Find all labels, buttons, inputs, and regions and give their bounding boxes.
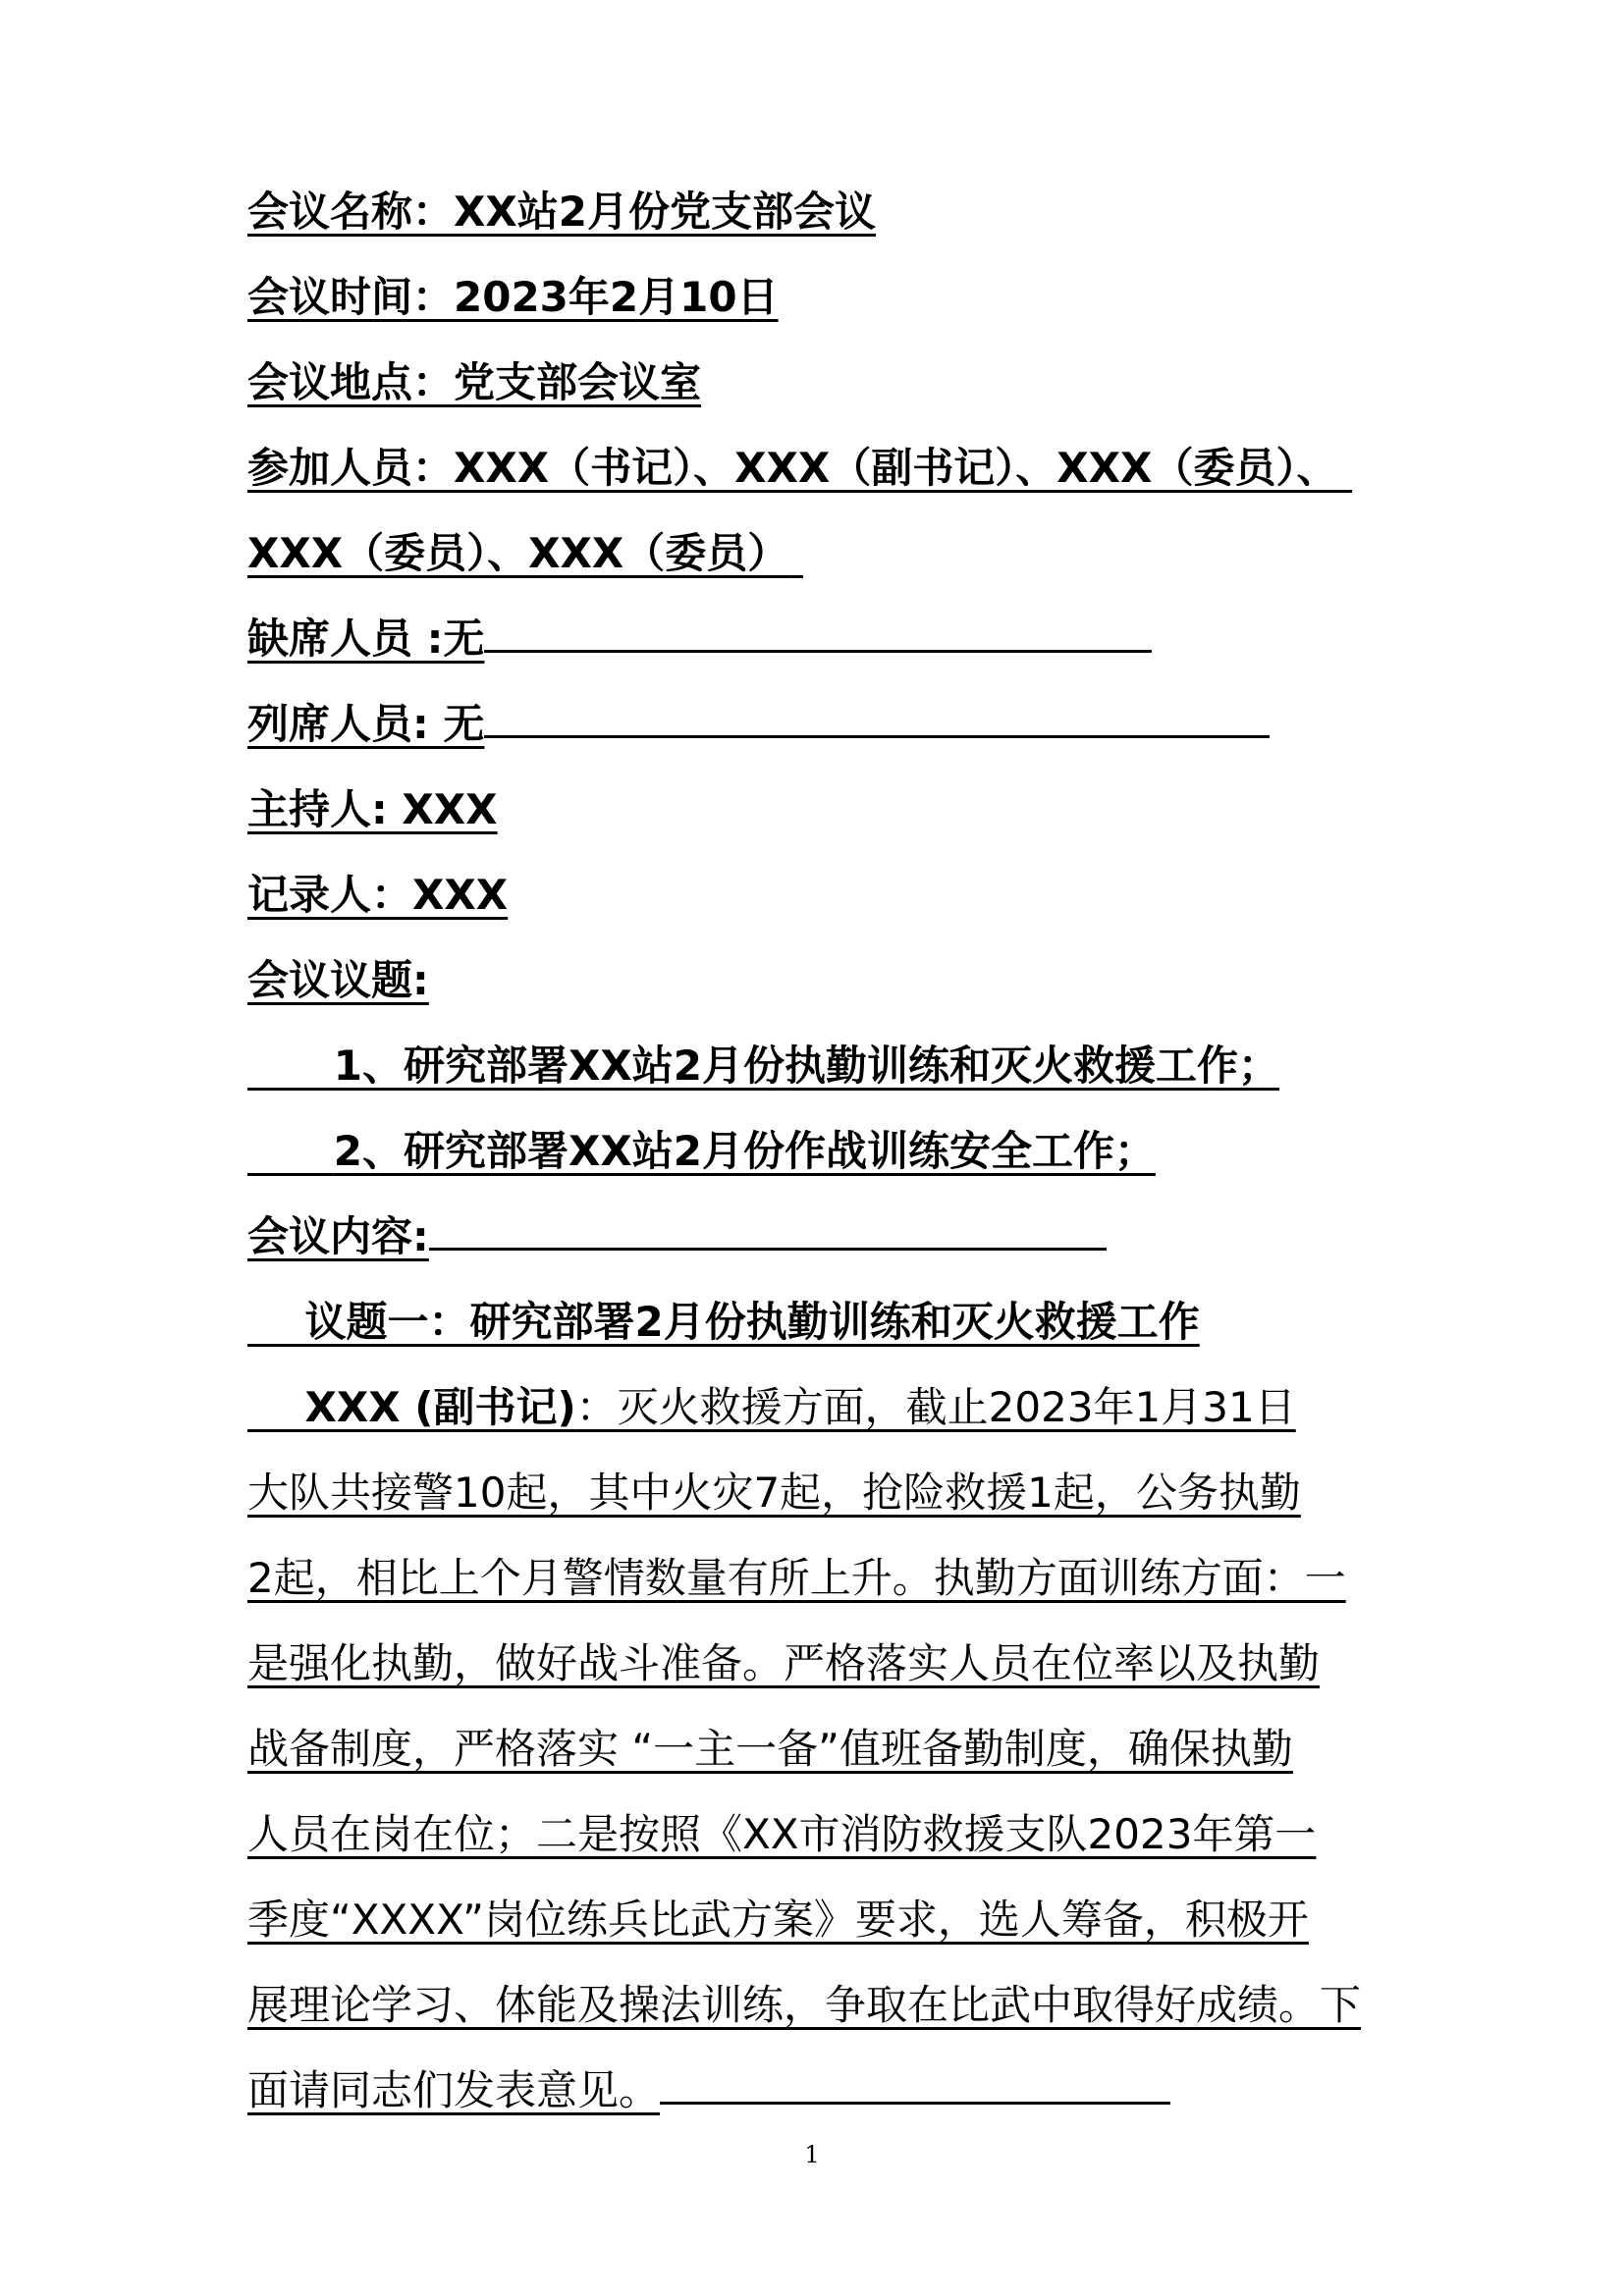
paragraph-text-6: 人员在岗在位；二是按照《XX市消防救援支队2023年第一 <box>247 1810 1317 1858</box>
topic-one-title: 议题一：研究部署2月份执勤训练和灭火救援工作 <box>304 1298 1200 1346</box>
paragraph-line-9 <box>247 2065 1170 2116</box>
paragraph-line-6 <box>247 1809 1316 1860</box>
paragraph-line-7 <box>247 1895 1309 1946</box>
page-number: 1 <box>804 2141 820 2168</box>
host-line <box>247 784 498 835</box>
paragraph-text-2: 大队共接警10起，其中火灾7起，抢险救援1起，公务执勤 <box>247 1468 1301 1517</box>
absent-fill-line <box>484 649 1152 653</box>
topic-one-line <box>247 1297 1200 1348</box>
meeting-time: 会议时间：2023年2月10日 <box>247 273 779 321</box>
paragraph-text-9: 面请同志们发表意见。 <box>247 2066 661 2114</box>
topic-one-indent <box>247 1298 305 1346</box>
attendees-line-1 <box>247 443 1352 494</box>
paragraph-text-3: 2起，相比上个月警情数量有所上升。执勤方面训练方面：一 <box>247 1554 1346 1602</box>
attendees-line-2 <box>247 528 803 579</box>
paragraph-line-5 <box>247 1724 1293 1775</box>
observers-line <box>247 699 1270 750</box>
agenda-item-2-indent <box>247 1127 334 1175</box>
agenda-heading-line <box>247 955 429 1006</box>
paragraph-text-1: ：灭火救援方面，截止2023年1月31日 <box>575 1383 1296 1431</box>
absent-members: 缺席人员 :无 <box>247 614 485 663</box>
content-heading-line <box>247 1211 1107 1262</box>
paragraph-line-8 <box>247 1980 1361 2031</box>
attendees-trailing-space <box>1337 444 1352 492</box>
paragraph-text-7: 季度“XXXX”岗位练兵比武方案》要求，选人筹备，积极开 <box>247 1896 1309 1944</box>
paragraph-text-4: 是强化执勤，做好战斗准备。严格落实人员在位率以及执勤 <box>247 1639 1321 1687</box>
paragraph-line-4 <box>247 1638 1320 1689</box>
agenda-item-2: 2、研究部署XX站2月份作战训练安全工作； <box>333 1127 1156 1175</box>
meeting-name-line <box>247 187 876 238</box>
observers: 列席人员: 无 <box>247 700 485 748</box>
attendees-second: XXX（委员）、XXX（委员） <box>247 529 789 577</box>
paragraph-line-1 <box>247 1382 1296 1433</box>
paragraph-line-3 <box>247 1553 1346 1604</box>
recorder: 记录人：XXX <box>247 871 509 919</box>
recorder-line <box>247 870 508 921</box>
speaker-indent <box>247 1383 305 1431</box>
content-heading-fill-line <box>429 1247 1107 1251</box>
paragraph-end-fill-line <box>660 2101 1170 2105</box>
meeting-place: 会议地点：党支部会议室 <box>247 358 702 406</box>
attendees-first: 参加人员：XXX（书记）、XXX（副书记）、XXX（委员）、 <box>247 444 1338 492</box>
meeting-time-line <box>247 272 779 323</box>
speaker-name: XXX (副书记) <box>304 1383 576 1431</box>
paragraph-text-5: 战备制度，严格落实 “一主一备”值班备勤制度，确保执勤 <box>247 1725 1293 1773</box>
meeting-place-line <box>247 357 701 408</box>
host: 主持人: XXX <box>247 785 498 833</box>
paragraph-text-8: 展理论学习、体能及操法训练，争取在比武中取得好成绩。下 <box>247 1981 1362 2029</box>
content-heading: 会议内容: <box>247 1212 429 1260</box>
attendees-second-trailing-space <box>788 529 803 577</box>
absent-line <box>247 614 1152 665</box>
observers-fill-line <box>484 734 1270 738</box>
paragraph-line-2 <box>247 1468 1301 1519</box>
agenda-item-1-line <box>247 1041 1279 1092</box>
agenda-item-1-indent <box>247 1041 334 1090</box>
meeting-name: 会议名称：XX站2月份党支部会议 <box>247 187 876 236</box>
agenda-item-2-line <box>247 1126 1156 1177</box>
agenda-item-1: 1、研究部署XX站2月份执勤训练和灭火救援工作； <box>333 1041 1279 1090</box>
agenda-heading: 会议议题: <box>247 956 429 1004</box>
